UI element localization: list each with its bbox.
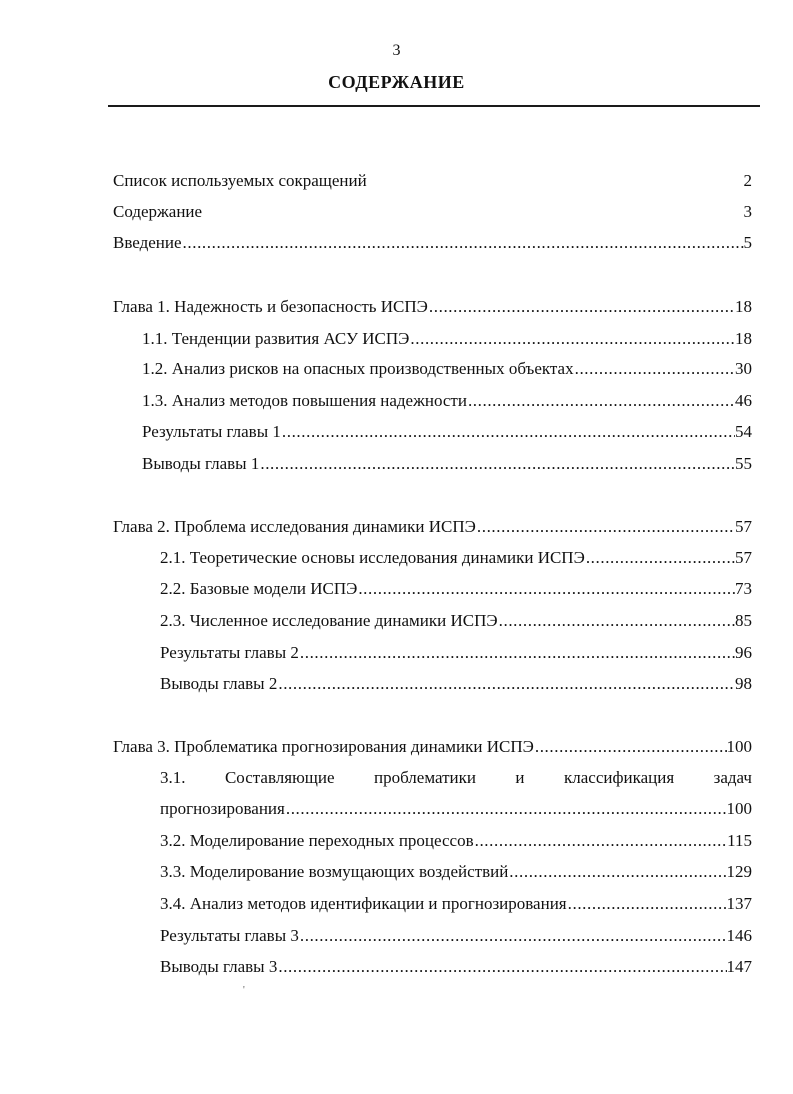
dot-leader xyxy=(357,578,735,600)
toc-entry-3-4 xyxy=(160,893,752,915)
toc-entry-label: Глава 2. Проблема исследования динамики ИСПЭ xyxy=(113,517,476,536)
toc-entry-3-2 xyxy=(160,830,752,852)
toc-entry-label: Выводы главы 3 xyxy=(160,957,278,976)
dot-leader xyxy=(299,642,735,664)
toc-entry-contents xyxy=(113,201,752,223)
toc-entry-1-2 xyxy=(142,358,752,380)
toc-entry-label: Глава 3. Проблематика прогнозирования динамики ИСПЭ xyxy=(113,737,534,756)
toc-entry-label: Введение xyxy=(113,233,182,252)
toc-entry-conclusions-3 xyxy=(160,956,752,978)
toc-entry-label: 3.2. Моделирование переходных процессов xyxy=(160,831,474,850)
toc-entry-page: 98 xyxy=(735,674,752,693)
toc-entry-label: Выводы главы 2 xyxy=(160,674,278,693)
toc-entry-page: 3 xyxy=(743,202,752,221)
dot-leader xyxy=(299,925,727,947)
toc-entry-label: 1.3. Анализ методов повышения надежности xyxy=(142,391,467,410)
dot-leader xyxy=(182,232,744,254)
toc-entry-page: 129 xyxy=(726,862,752,881)
stray-scan-mark: ' xyxy=(243,985,245,996)
toc-entry-2-1 xyxy=(160,547,752,569)
toc-entry-results-3 xyxy=(160,925,752,947)
toc-entry-page: 100 xyxy=(726,799,752,818)
toc-entry-page: 18 xyxy=(735,297,752,316)
toc-entry-page: 5 xyxy=(743,233,752,252)
toc-entry-1-3 xyxy=(142,390,752,412)
toc-entry-2-2 xyxy=(160,578,752,600)
dot-leader xyxy=(534,736,727,758)
toc-chapter-2-heading xyxy=(113,516,752,538)
toc-entry-label: 1.1. Тенденции развития АСУ ИСПЭ xyxy=(142,329,410,348)
toc-entry-page: 30 xyxy=(735,359,752,378)
dot-leader xyxy=(281,421,735,443)
toc-entry-label: прогнозирования xyxy=(160,799,285,818)
toc-entry-3-1-line-2 xyxy=(160,798,752,820)
toc-word: классификация xyxy=(564,768,675,787)
dot-leader xyxy=(474,830,728,852)
toc-entry-page: 73 xyxy=(735,579,752,598)
toc-entry-introduction xyxy=(113,232,752,254)
toc-entry-page: 146 xyxy=(726,926,752,945)
toc-chapter-1-heading xyxy=(113,296,752,318)
toc-entry-label: Результаты главы 2 xyxy=(160,643,299,662)
toc-entry-2-3 xyxy=(160,610,752,632)
dot-leader xyxy=(498,610,735,632)
dot-leader xyxy=(585,547,735,569)
toc-entry-page: 137 xyxy=(726,894,752,913)
toc-entry-page: 57 xyxy=(735,548,752,567)
toc-entry-page: 147 xyxy=(726,957,752,976)
toc-entry-page: 18 xyxy=(735,329,752,348)
toc-entry-conclusions-2 xyxy=(160,673,752,695)
toc-entry-page: 2 xyxy=(743,171,752,190)
dot-leader xyxy=(428,296,735,318)
toc-chapter-3-heading xyxy=(113,736,752,758)
toc-entry-label: Содержание xyxy=(113,202,203,221)
dot-leader xyxy=(277,956,726,978)
page-title: СОДЕРЖАНИЕ xyxy=(328,72,465,92)
toc-entry-page: 57 xyxy=(735,517,752,536)
toc-word: Составляющие xyxy=(224,768,335,787)
toc-word: и xyxy=(515,768,525,787)
toc-entry-label: Список используемых сокращений xyxy=(113,171,367,190)
toc-word: проблематики xyxy=(373,768,476,787)
dot-leader xyxy=(467,390,735,412)
toc-entry-label: 2.3. Численное исследование динамики ИСПЭ xyxy=(160,611,498,630)
dot-leader xyxy=(567,893,727,915)
toc-entry-label: 2.2. Базовые модели ИСПЭ xyxy=(160,579,358,598)
toc-entry-label: 2.1. Теоретические основы исследования динамики ИСПЭ xyxy=(160,548,585,567)
dot-leader xyxy=(508,861,726,883)
toc-entry-label: Результаты главы 1 xyxy=(142,422,281,441)
toc-entry-page: 85 xyxy=(735,611,752,630)
toc-entry-label: 3.4. Анализ методов идентификации и прогнозирования xyxy=(160,894,567,913)
toc-entry-page: 96 xyxy=(735,643,752,662)
title-underline xyxy=(108,105,760,107)
toc-word: задач xyxy=(713,768,752,787)
dot-leader xyxy=(259,453,735,475)
toc-entry-label: 1.2. Анализ рисков на опасных производственных объектах xyxy=(142,359,574,378)
dot-leader xyxy=(285,798,727,820)
toc-entry-page: 100 xyxy=(726,737,752,756)
toc-entry-label: Выводы главы 1 xyxy=(142,454,260,473)
dot-leader xyxy=(574,358,735,380)
toc-entry-page: 46 xyxy=(735,391,752,410)
toc-entry-abbreviations xyxy=(113,170,752,192)
toc-entry-1-1 xyxy=(142,328,752,350)
toc-entry-label: 3.3. Моделирование возмущающих воздействий xyxy=(160,862,509,881)
toc-entry-conclusions-1 xyxy=(142,453,752,475)
toc-entry-label: Глава 1. Надежность и безопасность ИСПЭ xyxy=(113,297,428,316)
toc-entry-page: 115 xyxy=(727,831,752,850)
toc-entry-results-2 xyxy=(160,642,752,664)
toc-word: 3.1. xyxy=(160,768,186,787)
dot-leader xyxy=(409,328,735,350)
toc-entry-3-3 xyxy=(160,861,752,883)
toc-entry-3-1-line-1 xyxy=(160,767,752,789)
toc-entry-page: 54 xyxy=(735,422,752,441)
toc-entry-results-1 xyxy=(142,421,752,443)
toc-entry-label: Результаты главы 3 xyxy=(160,926,299,945)
toc-entry-page: 55 xyxy=(735,454,752,473)
dot-leader xyxy=(476,516,735,538)
page-number: 3 xyxy=(392,42,401,59)
dot-leader xyxy=(277,673,735,695)
